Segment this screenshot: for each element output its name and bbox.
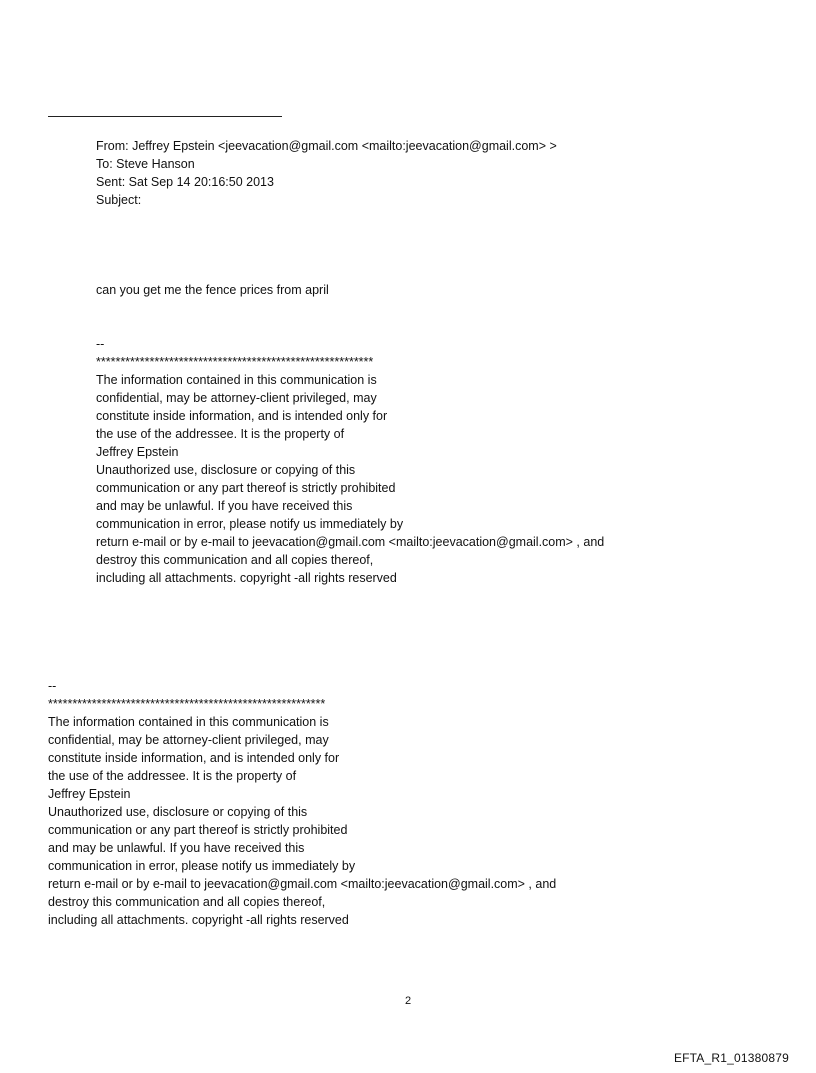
document-id: EFTA_R1_01380879 [673, 1051, 789, 1065]
disclaimer-line: return e-mail or by e-mail to jeevacation@gmail.com <mailto:jeevacation@gmail.com> , and [96, 535, 605, 549]
subject-line: Subject: [96, 193, 142, 207]
disclaimer-stars: ********************************************************* [48, 697, 326, 711]
disclaimer-line: communication in error, please notify us immediately by [96, 517, 404, 531]
disclaimer-line: confidential, may be attorney-client privileged, may [96, 391, 377, 405]
disclaimer-line: the use of the addressee. It is the property of [48, 769, 297, 783]
disclaimer-line: and may be unlawful. If you have received this [96, 499, 353, 513]
disclaimer-line: and may be unlawful. If you have received this [48, 841, 305, 855]
disclaimer-line: The information contained in this communication is [48, 715, 329, 729]
disclaimer-line: constitute inside information, and is intended only for [48, 751, 340, 765]
from-line: From: Jeffrey Epstein <jeevacation@gmail.com <mailto:jeevacation@gmail.com> > [96, 139, 557, 153]
disclaimer-line: the use of the addressee. It is the property of [96, 427, 345, 441]
disclaimer-line: destroy this communication and all copies thereof, [48, 895, 326, 909]
disclaimer-line: destroy this communication and all copies thereof, [96, 553, 374, 567]
disclaimer-inner [96, 335, 604, 587]
disclaimer-line: The information contained in this communication is [96, 373, 377, 387]
separator-rule [48, 116, 282, 117]
disclaimer-line: confidential, may be attorney-client privileged, may [48, 733, 329, 747]
disclaimer-line: Unauthorized use, disclosure or copying of this [48, 805, 308, 819]
email-header [96, 137, 557, 209]
disclaimer-dashes: -- [96, 337, 105, 351]
disclaimer-line: including all attachments. copyright -all rights reserved [48, 913, 349, 927]
disclaimer-line: Jeffrey Epstein [96, 445, 179, 459]
disclaimer-stars: ********************************************************* [96, 355, 374, 369]
email-body [96, 281, 329, 299]
to-line: To: Steve Hanson [96, 157, 195, 171]
disclaimer-line: communication or any part thereof is strictly prohibited [96, 481, 396, 495]
sent-line: Sent: Sat Sep 14 20:16:50 2013 [96, 175, 274, 189]
message-text: can you get me the fence prices from april [96, 283, 329, 297]
disclaimer-outer [48, 677, 556, 929]
disclaimer-line: Unauthorized use, disclosure or copying of this [96, 463, 356, 477]
disclaimer-line: including all attachments. copyright -all rights reserved [96, 571, 397, 585]
disclaimer-line: return e-mail or by e-mail to jeevacation@gmail.com <mailto:jeevacation@gmail.com> , and [48, 877, 557, 891]
disclaimer-line: constitute inside information, and is intended only for [96, 409, 388, 423]
disclaimer-line: Jeffrey Epstein [48, 787, 131, 801]
disclaimer-dashes: -- [48, 679, 57, 693]
page-number: 2 [404, 995, 412, 1007]
disclaimer-line: communication in error, please notify us immediately by [48, 859, 356, 873]
disclaimer-line: communication or any part thereof is strictly prohibited [48, 823, 348, 837]
